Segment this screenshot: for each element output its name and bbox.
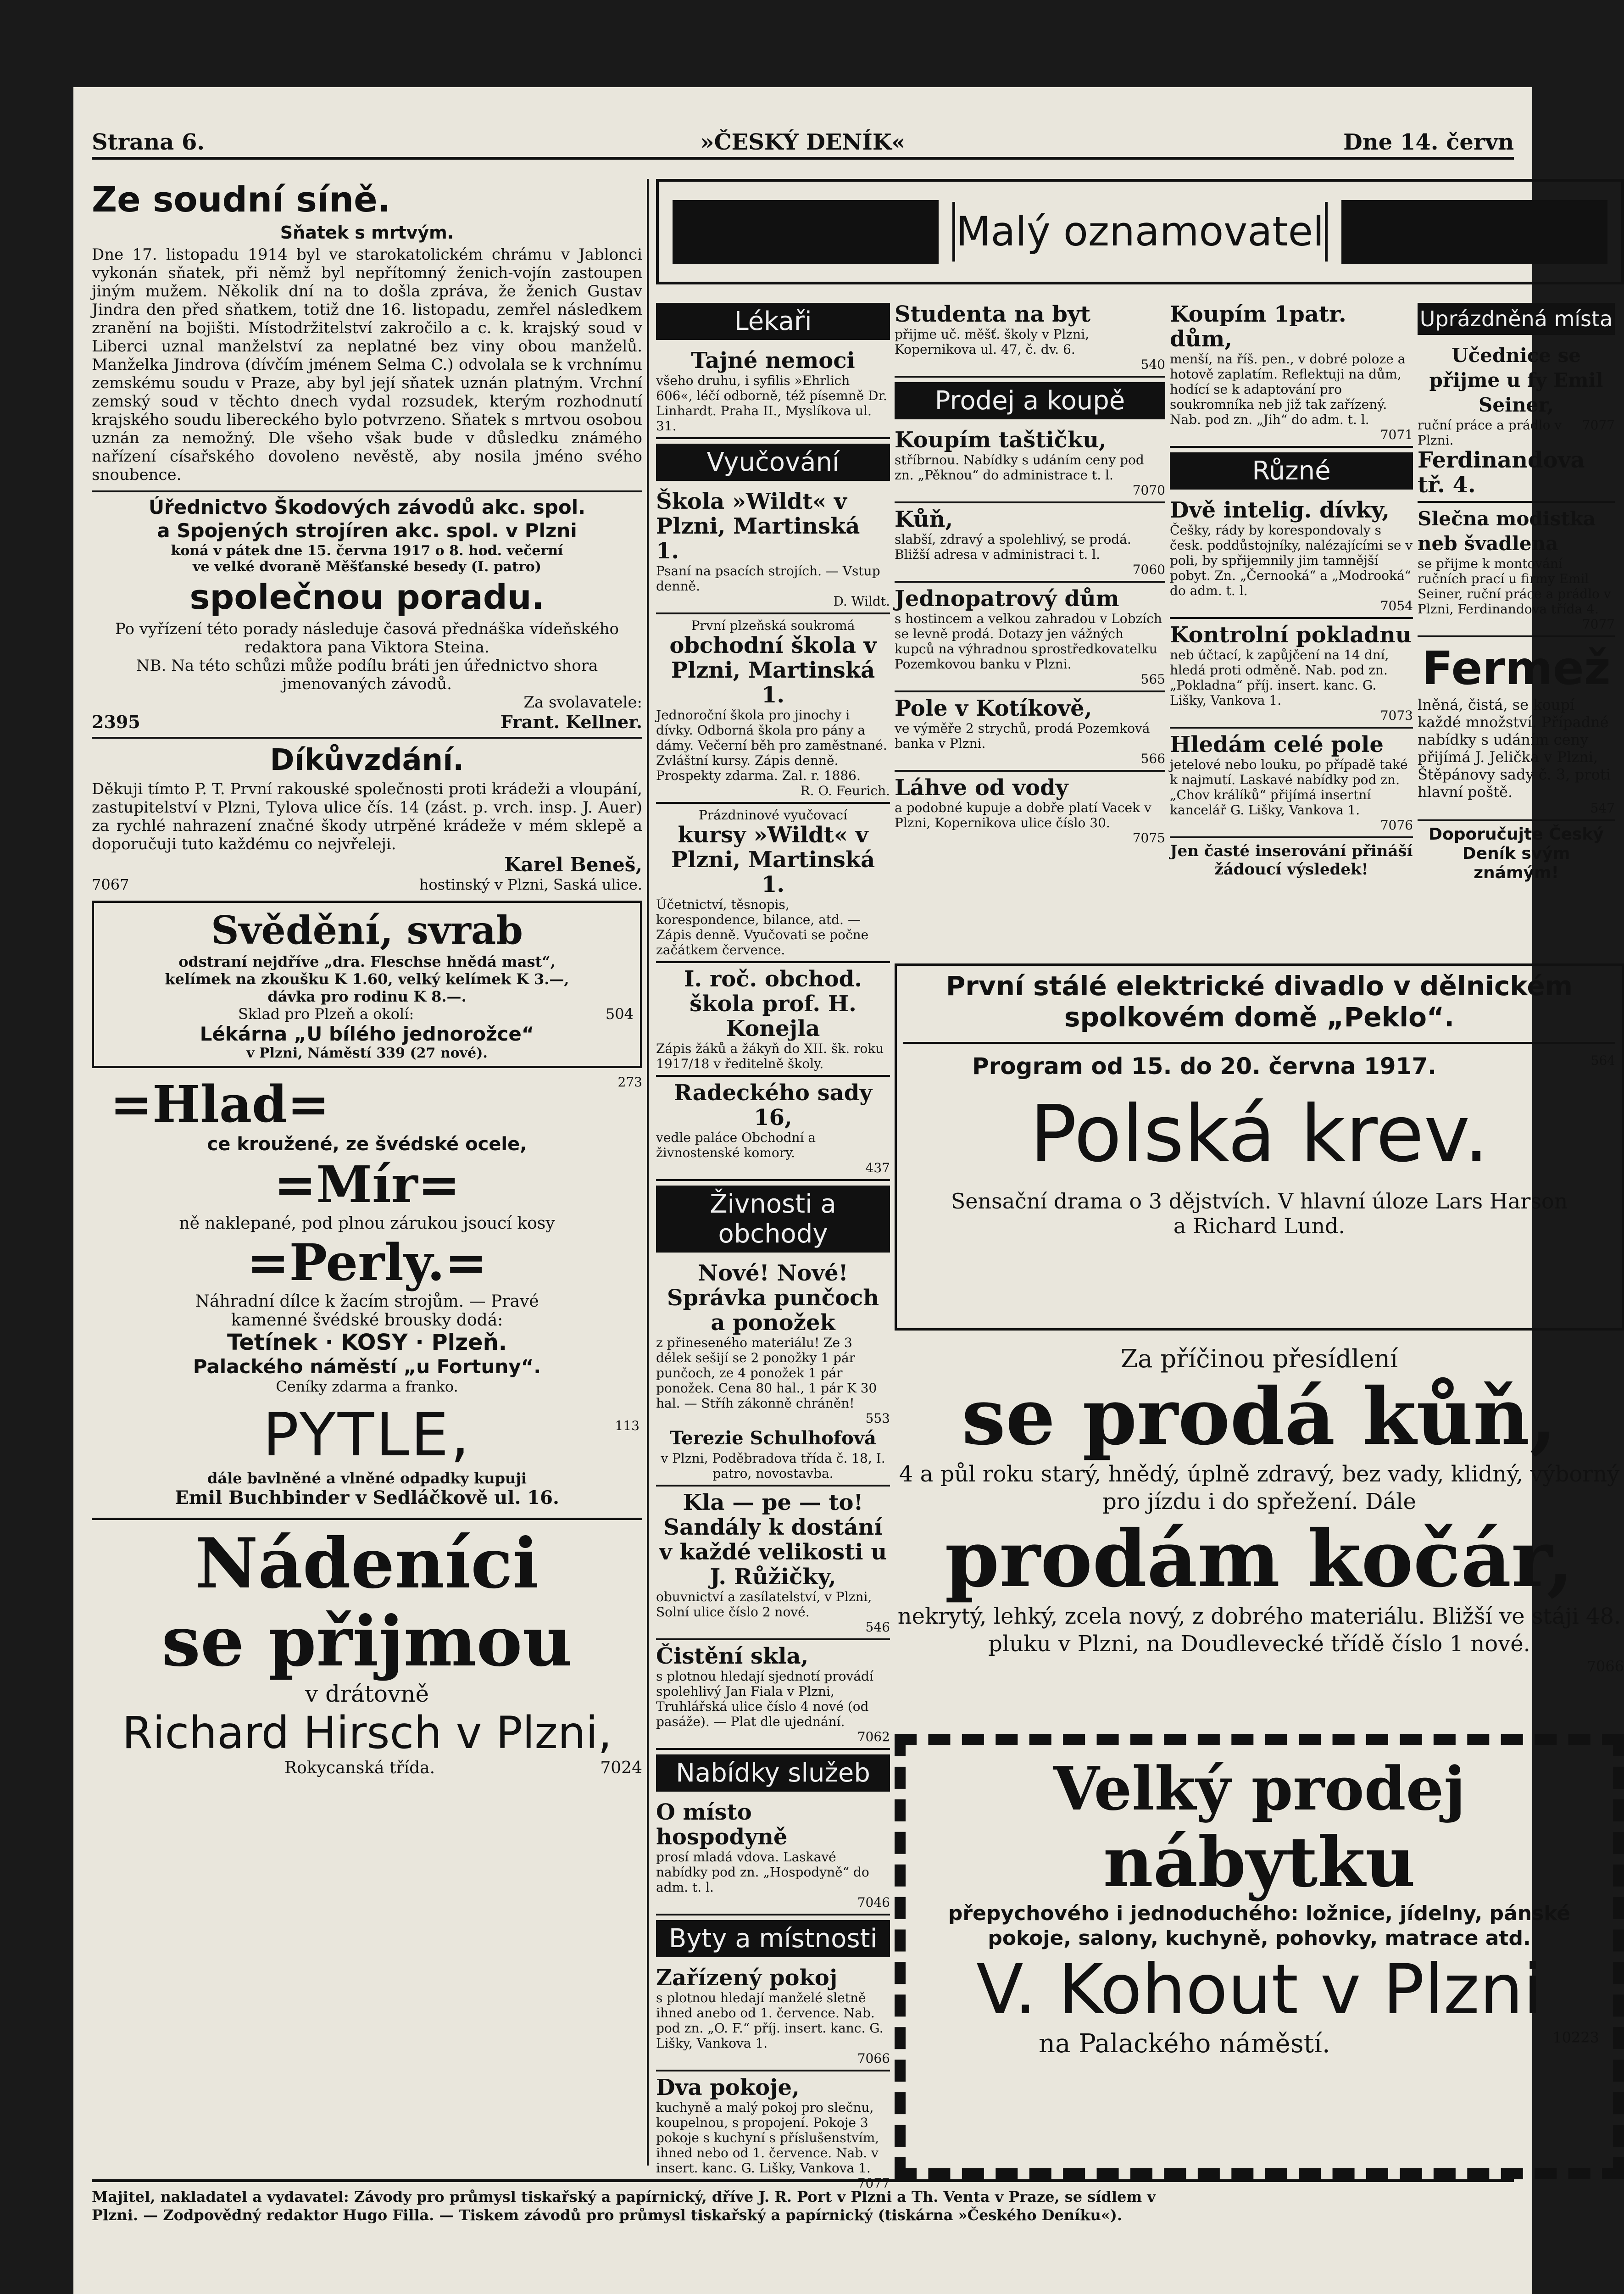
ad-ucednice bbox=[1418, 340, 1615, 503]
ad-number: 7066 bbox=[1586, 1658, 1624, 1675]
ad-signature: D. Wildt. bbox=[833, 594, 890, 609]
ad-konejla bbox=[656, 963, 890, 1077]
issue-date: Dne 14. červn bbox=[1343, 129, 1514, 155]
scythes-word-perly: =Perly.= bbox=[247, 1233, 487, 1292]
ad-tasticka bbox=[895, 424, 1165, 503]
ad-number: 7075 bbox=[1132, 830, 1165, 846]
skoda-signature-label: Za svolavatele: bbox=[523, 693, 642, 712]
classifieds-column-4 bbox=[1170, 298, 1413, 941]
column-rule-1 bbox=[647, 179, 649, 2166]
ad-body: s hostincem a velkou zahradou v Lobzích se levně prodá. Dotazy jen vážných kupců na výhradnou sprostředkovatelku Pozemkovou banku v Plzni. bbox=[895, 611, 1162, 672]
ad-title: Koupím taštičku, bbox=[895, 427, 1107, 453]
ad-number: 7062 bbox=[857, 1729, 890, 1744]
ad-number: 2395 bbox=[92, 712, 140, 732]
ad-title: Čistění skla, bbox=[656, 1643, 809, 1669]
cinema-program-row bbox=[903, 1053, 1615, 1080]
ad-body: všeho druhu, i syfilis »Ehrlich 606«, léčí odborně, též písemně Dr. Linhardt. Praha II., Myslíkova ul. 31. bbox=[656, 373, 887, 434]
divider bbox=[903, 1042, 1615, 1044]
cinema-program: Program od 15. do 20. června 1917. bbox=[972, 1053, 1437, 1080]
court-subtitle: Sňatek s mrtvým. bbox=[280, 223, 454, 243]
sacks-title: PYTLE, bbox=[262, 1400, 472, 1470]
carriage-headline: prodám kočár, bbox=[945, 1513, 1574, 1605]
cinema-line-2: spolkovém domě „Peklo“. bbox=[1064, 1002, 1455, 1033]
section-misc: Různé bbox=[1170, 452, 1413, 490]
classifieds-banner bbox=[656, 179, 1624, 284]
scythes-word-hlad: =Hlad= bbox=[110, 1075, 330, 1134]
ad-title: obchodní škola v Plzni, Martinská 1. bbox=[669, 633, 877, 708]
divider bbox=[92, 737, 642, 739]
ad-number: 565 bbox=[1140, 672, 1165, 687]
itch-line-4: Sklad pro Plzeň a okolí: bbox=[238, 1005, 414, 1023]
ad-body: prosí mladá vdova. Laskavé nabídky pod zn. „Hospodyně“ do adm. t. l. bbox=[656, 1849, 869, 1895]
section-education: Vyučování bbox=[656, 444, 890, 481]
section-trades: Živnosti a obchody bbox=[656, 1186, 890, 1253]
section-services: Nabídky služeb bbox=[656, 1754, 890, 1792]
ad-title: Fermež bbox=[1422, 641, 1611, 695]
ad-body: kuchyně a malý pokoj pro slečnu, koupelnou, s propojení. Pokoje 3 pokoje s kuchyní s příslušenstvím, ihned nebo od 1. července. Nab. v insert. kanc. G. Lišky, Vankova 1. bbox=[656, 2100, 879, 2176]
furniture-ad bbox=[895, 1734, 1624, 2179]
thanks-notice bbox=[92, 743, 642, 893]
ad-pole-kotikov bbox=[895, 692, 1165, 772]
ad-body: Češky, rády by korespondovaly s česk. poddůstojníky, nalézajícími se v poli, by spřijemnily jim tamnější pobyt. Zn. „Černooká“ a „Modrooká“ do adm. t. l. bbox=[1170, 523, 1413, 598]
ad-body: ruční práce a prádlo v Plzni. bbox=[1418, 418, 1562, 448]
cinema-desc-1: Sensační drama o 3 dějstvích. V hlavní úloze Lars Harson bbox=[951, 1189, 1568, 1214]
ad-number: 7024 bbox=[600, 1759, 642, 1777]
skoda-line-1: Úřednictvo Škodových závodů akc. spol. bbox=[148, 496, 586, 518]
skoda-nb: NB. Na této schůzi může podílu bráti jen úřednictvo shora jmenovaných závodů. bbox=[136, 657, 598, 693]
ad-body: obuvnictví a zasílatelství, v Plzni, Solní ulice číslo 2 nové. bbox=[656, 1589, 872, 1620]
skoda-line-4: ve velké dvoraně Měšťanské besedy (I. patro) bbox=[193, 559, 541, 575]
ad-number: 273 bbox=[617, 1075, 642, 1090]
ad-number: 547 bbox=[1590, 801, 1615, 816]
banner-block-right bbox=[1341, 200, 1607, 264]
ad-title: I. roč. obchod. škola prof. H. Konejla bbox=[684, 966, 862, 1041]
skoda-headline: společnou poradu. bbox=[189, 578, 545, 617]
ad-modistka bbox=[1418, 503, 1615, 637]
ad-pole bbox=[1170, 729, 1413, 838]
ad-body: menší, na říš. pen., v dobré poloze a hotově zaplatím. Reflektuji na dům, hodící se k adaptování pro soukromníka neb již tak zařízený. Nab. pod zn. „Jih“ do adm. t. l. bbox=[1170, 351, 1406, 427]
ad-skola-wildt bbox=[656, 485, 890, 614]
ad-number: 553 bbox=[865, 1411, 890, 1426]
ad-number: 10223 bbox=[1552, 2029, 1599, 2046]
ad-doporucujte bbox=[1418, 821, 1615, 886]
ad-title: Slečna modistka neb švadlena bbox=[1418, 507, 1596, 555]
ad-body: z přineseného materiálu! Ze 3 délek sešijí se 2 ponožky 1 pár punčoch, ze 4 ponožek 1 pár ponožek. Cena 80 hal., 1 pár K 30 hal. — Stříh zákonně chráněn! bbox=[656, 1335, 877, 1411]
thanks-role: hostinský v Plzni, Saská ulice. bbox=[419, 876, 642, 893]
furniture-vendor: V. Kohout v Plzni bbox=[976, 1950, 1542, 2030]
ad-number: 546 bbox=[865, 1620, 890, 1635]
ad-title: O místo hospodyně bbox=[656, 1799, 788, 1850]
ad-body: s plotnou hledají manželé sletně ihned anebo od 1. července. Nab. pod zn. „O. F.“ příj. insert. kanc. G. Lišky, Vankova 1. bbox=[656, 1990, 884, 2051]
court-title: Ze soudní síně. bbox=[92, 179, 391, 220]
scythes-word-mir: =Mír= bbox=[274, 1155, 460, 1214]
court-article: Dne 17. listopadu 1914 byl ve starokatolickém chrámu v Jablonci vykonán sňatek, při němž byl nepřítomný ženich-vojín zastoupen jiným mužem. Několik dní na to došla zpráva, že ženich Gustav Jindra den před sňatkem, totiž dne 16. listopadu, zemřel následkem zranění na bojišti. Místodržitelství zakročilo a c. k. krajský soud v Liberci uznal manželství za neplatné bez viny obou manželů. Manželka Jindrova (dívčím jménem Selma C.) odvolala se k vrchnímu zemskému soudu v Praze, aby byl její sňatek uznán platným. Vrchní zemský soud v těchto dnech vydal rozsudek, kterým rozhodnutí krajského soudu libereckého bylo potvrzeno. Sňatek s mrtvou osobou uznán za nemožný. Dle všeho však bude v důsledku známého nařízení císařského dovoleno nevěstě, aby nosila jméno svého snoubence. bbox=[92, 245, 642, 484]
ad-title-2: Terezie Schulhofová bbox=[670, 1427, 876, 1449]
section-apartments: Byty a místnosti bbox=[656, 1920, 890, 1957]
classifieds-title: Malý oznamovatel bbox=[952, 202, 1328, 262]
ad-title: Kla — pe — to! Sandály k dostání v každé velikosti u J. Růžičky, bbox=[659, 1490, 887, 1590]
ad-body: ve výměře 2 strychů, prodá Pozemková banka v Plzni. bbox=[895, 721, 1150, 751]
itch-title: Svědění, svrab bbox=[211, 908, 523, 953]
laborers-ad bbox=[92, 1518, 642, 1777]
ad-number: 566 bbox=[1140, 751, 1165, 766]
ad-dva-pokoje bbox=[656, 2071, 890, 2194]
ad-body: stříbrnou. Nabídky s udáním ceny pod zn. „Pěknou“ do administrace t. l. bbox=[895, 452, 1144, 483]
furniture-headline: Velký prodej bbox=[1053, 1754, 1466, 1824]
ad-number: 7054 bbox=[1380, 598, 1413, 613]
ad-title: Škola »Wildt« v Plzni, Martinská 1. bbox=[656, 489, 860, 564]
ad-hospodyne bbox=[656, 1796, 890, 1915]
ad-title: Koupím 1patr. dům, bbox=[1170, 301, 1346, 352]
ad-body: slabší, zdravý a spolehlivý, se prodá. Bližší adresa v administraci t. l. bbox=[895, 532, 1131, 562]
ad-heading: Nové! Nové! bbox=[698, 1260, 848, 1286]
cinema-ad bbox=[895, 963, 1624, 1331]
ad-number: 7046 bbox=[857, 1895, 890, 1910]
skoda-line-2: a Spojených strojíren akc. spol. v Plzni bbox=[157, 519, 577, 542]
ad-title: Jednopatrový dům bbox=[895, 586, 1119, 612]
skoda-signature-row bbox=[92, 712, 642, 732]
classifieds-column-2 bbox=[656, 298, 890, 2194]
ad-number: 7077 bbox=[857, 2176, 890, 2191]
ad-title: Hledám celé pole bbox=[1170, 732, 1384, 757]
section-buy-sell: Prodej a koupě bbox=[895, 382, 1165, 419]
section-vacancies: Uprázdněná místa bbox=[1418, 303, 1615, 335]
laborers-company: Richard Hirsch v Plzni, bbox=[122, 1707, 612, 1759]
banner-block-left bbox=[673, 200, 939, 264]
scythes-line-1: ce kroužené, ze švédské ocele, bbox=[207, 1134, 527, 1155]
scythes-catalog: Ceníky zdarma a franko. bbox=[276, 1378, 458, 1395]
ad-kun bbox=[895, 503, 1165, 583]
horse-line-5: nekrytý, lehký, zcela nový, z dobrého materiálu. Bližší ve stáji 48. pluku v Plzni, na Doudlevecké třídě číslo 1 nové. bbox=[897, 1604, 1621, 1657]
ad-title: Pole v Kotíkově, bbox=[895, 696, 1092, 721]
ad-number: 7066 bbox=[857, 2051, 890, 2066]
classifieds-column-5 bbox=[1418, 298, 1615, 941]
thanks-text: Děkuji tímto P. T. První rakouské společnosti proti krádeži a vloupání, zastupitelství v Plzni, Tylova ulice čís. 14 (zást. p. vrch. insp. J. Auer) za rychlé nahrazení značné škody utrpěné krádeže v mém sklepě a doporučuji tuto každému co nejvřeleji. bbox=[92, 780, 642, 853]
scythes-line-3: Náhradní dílce k žacím strojům. — Pravé bbox=[195, 1292, 539, 1311]
ad-cisteni-skla bbox=[656, 1640, 890, 1750]
ad-number: 540 bbox=[1140, 357, 1165, 372]
page-footer bbox=[92, 2179, 1514, 2224]
ad-body: se přijme k montování ručních prací u firmy Emil Seiner, ruční práce a prádlo v Plzni, Ferdinandova třída 4. bbox=[1418, 556, 1611, 617]
ad-signature: R. O. Feurich. bbox=[800, 783, 890, 798]
laborers-line-3: v drátovně bbox=[305, 1681, 429, 1707]
ad-row bbox=[1418, 418, 1615, 448]
ad-number: 7077 bbox=[1582, 418, 1615, 433]
ad-body: Zápis žáků a žákyň do XII. šk. roku 1917/18 v ředitelně školy. bbox=[656, 1041, 884, 1071]
page-header bbox=[92, 125, 1514, 160]
skoda-meeting-notice bbox=[92, 496, 642, 732]
itch-address: v Plzni, Náměstí 339 (27 nové). bbox=[246, 1045, 488, 1061]
skoda-line-3: koná v pátek dne 15. června 1917 o 8. hod. večerní bbox=[171, 543, 563, 559]
skoda-signature: Frant. Kellner. bbox=[500, 712, 642, 732]
ad-title: Kontrolní pokladnu bbox=[1170, 622, 1412, 648]
ad-title: Doporučujte Český Deník svým známým! bbox=[1429, 825, 1604, 882]
cinema-film-title: Polská krev. bbox=[1029, 1089, 1489, 1180]
ad-title: kursy »Wildt« v Plzni, Martinská 1. bbox=[671, 822, 875, 897]
ad-body: jetelové nebo louku, po případě také k najmutí. Laskavé nabídky pod zn. „Chov králíků“ přijímá insertní kancelář G. Lišky, Vankova 1. bbox=[1170, 757, 1408, 818]
ad-divky bbox=[1170, 494, 1413, 619]
sacks-ad bbox=[92, 1400, 642, 1509]
ad-inserovani bbox=[1170, 838, 1413, 882]
ad-title: Kůň, bbox=[895, 507, 953, 532]
scythes-line-4: kamenné švédské brousky dodá: bbox=[231, 1311, 503, 1330]
ad-title: Láhve od vody bbox=[895, 775, 1068, 801]
ad-number: 564 bbox=[1591, 1053, 1615, 1068]
itch-line-2: kelímek na zkoušku K 1.60, velký kelímek K 3.—, bbox=[165, 970, 569, 988]
ad-body: neb účtací, k zapůjčení na 14 dní, hledá proti odměně. Nab. pod zn. „Pokladna“ příj. insert. kanc. G. Lišky, Vankova 1. bbox=[1170, 647, 1389, 708]
ad-tajne-nemoci bbox=[656, 345, 890, 439]
ad-title: Jen časté inserování přináší žádoucí výsledek! bbox=[1170, 842, 1413, 879]
ad-pokladna bbox=[1170, 619, 1413, 729]
laborers-address-row bbox=[92, 1759, 642, 1777]
ad-number: 113 bbox=[615, 1418, 640, 1433]
ad-obchodni-skola bbox=[656, 614, 890, 804]
sacks-line-2: Emil Buchbinder v Sedláčkově ul. 16. bbox=[175, 1487, 559, 1509]
itch-line-3: dávka pro rodinu K 8.—. bbox=[267, 988, 467, 1005]
horse-headline: se prodá kůň, bbox=[962, 1371, 1557, 1463]
laborers-address: Rokycanská třída. bbox=[284, 1759, 435, 1777]
ad-student-byt bbox=[895, 298, 1165, 378]
ad-body: vedle paláce Obchodní a živnostenské komory. bbox=[656, 1130, 816, 1160]
ad-number: 7077 bbox=[1582, 617, 1615, 632]
ad-number: 7071 bbox=[1380, 427, 1413, 442]
itch-line-1: odstraní nejdříve „dra. Fleschse hnědá mast“, bbox=[178, 953, 556, 970]
ad-title: Studenta na byt bbox=[895, 301, 1091, 327]
ad-number: 504 bbox=[605, 1005, 634, 1023]
laborers-title: Nádeníci bbox=[195, 1523, 539, 1604]
ad-puncochy bbox=[656, 1257, 890, 1487]
ad-kursy-wildt bbox=[656, 804, 890, 963]
horse-sale-ad bbox=[895, 1344, 1624, 1720]
ad-body: přijme uč. měšť. školy v Plzni, Kopernikova ul. 47, č. dv. 6. bbox=[895, 327, 1090, 357]
horse-line-3: 4 a půl roku starý, hnědý, úplně zdravý, bez vady, klidný, výborný pro jízdu i do spřežení. Dále bbox=[899, 1461, 1620, 1514]
ad-body: Psaní na psacích strojích. — Vstup denně. bbox=[656, 563, 880, 594]
section-doctors: Lékaři bbox=[656, 303, 890, 340]
ad-zarizeny-pokoj bbox=[656, 1962, 890, 2071]
ad-sandaly bbox=[656, 1487, 890, 1640]
ad-number: 7067 bbox=[92, 876, 129, 893]
horse-line-1: Za příčinou přesídlení bbox=[1120, 1344, 1398, 1373]
ad-title: Správka punčoch a ponožek bbox=[667, 1285, 879, 1336]
ad-number: 7076 bbox=[1380, 818, 1413, 833]
scythes-row-1 bbox=[92, 1075, 642, 1134]
cinema-line-1: První stálé elektrické divadlo v dělnickém bbox=[945, 970, 1573, 1002]
ad-body: Jednoroční škola pro jinochy i dívky. Odborná škola pro pány a dámy. Večerní běh pro zaměstnané. Zvláštní kursy. Zápis denně. Prospekty zdarma. Zal. r. 1886. bbox=[656, 707, 887, 783]
ad-body: lněná, čistá, se koupí každé množství. Případné nabídky s udáním ceny přijímá J. Jelička v Plzni, Štěpánovy sady č. 3, proti hlavní poště. bbox=[1418, 696, 1611, 801]
paper-name: »ČESKÝ DENÍK« bbox=[700, 129, 906, 155]
divider bbox=[92, 490, 642, 492]
ad-body-2: v Plzni, Poděbradova třída č. 18, I. patro, novostavba. bbox=[661, 1451, 885, 1481]
furniture-address: na Palackého náměstí. bbox=[1039, 2029, 1330, 2059]
ad-radeckeho bbox=[656, 1077, 890, 1181]
ad-heading: První plzeňská soukromá bbox=[691, 618, 855, 633]
classifieds-column-3 bbox=[895, 298, 1165, 941]
ad-number: 7060 bbox=[1132, 562, 1165, 577]
scythes-vendor: Tetínek · KOSY · Plzeň. bbox=[227, 1330, 507, 1355]
ad-jednopatrovy-dum bbox=[895, 583, 1165, 692]
ad-number: 437 bbox=[865, 1160, 890, 1175]
scythes-address: Palackého náměstí „u Fortuny“. bbox=[193, 1355, 541, 1378]
ad-fermez bbox=[1418, 637, 1615, 821]
laborers-title-2: se přijmou bbox=[161, 1601, 573, 1682]
itch-ointment-ad bbox=[92, 901, 642, 1068]
ad-number: 7070 bbox=[1132, 483, 1165, 498]
cinema-desc-2: a Richard Lund. bbox=[1173, 1214, 1346, 1238]
itch-pharmacy: Lékárna „U bílého jednorožce“ bbox=[200, 1023, 534, 1045]
left-column bbox=[92, 179, 642, 1777]
scythes-ad bbox=[92, 1075, 642, 1395]
ad-title: Dvě intelig. dívky, bbox=[1170, 497, 1390, 523]
thanks-title: Díkůvzdání. bbox=[270, 743, 464, 777]
page-number: Strana 6. bbox=[92, 129, 205, 155]
ad-koupim-dum bbox=[1170, 298, 1413, 448]
ad-number: 7073 bbox=[1380, 708, 1413, 723]
ad-title: Tajné nemoci bbox=[691, 348, 855, 373]
itch-stock-row bbox=[100, 1005, 634, 1023]
furniture-description: přepychového i jednoduchého: ložnice, jídelny, pánské pokoje, salony, kuchyně, pohovky, matrace atd. bbox=[948, 1902, 1571, 1950]
ad-body: s plotnou hledají sjednotí provádí spolehlivý Jan Fiala v Plzni, Truhlářská ulice číslo 4 nové (od pasáže). — Plat dle ujednání. bbox=[656, 1669, 873, 1729]
newspaper-page bbox=[73, 87, 1624, 2294]
thanks-signature-row bbox=[92, 876, 642, 893]
skoda-text: Po vyřízení této porady následuje časová přednáška vídeňského redaktora pana Viktora Steina. bbox=[115, 620, 619, 657]
thanks-name: Karel Beneš, bbox=[504, 853, 642, 876]
ad-body: a podobné kupuje a dobře platí Vacek v Plzni, Kopernikova ulice číslo 30. bbox=[895, 800, 1151, 830]
ad-heading: Prázdninové vyučovací bbox=[698, 807, 848, 823]
footer-line-2: Plzni. — Zodpovědný redaktor Hugo Filla. — Tiskem závodů pro průmysl tiskařský a papírnický (tiskárna »Českého Deníku«). bbox=[92, 2206, 1123, 2224]
ad-title: Dva pokoje, bbox=[656, 2075, 800, 2100]
ad-title: Zařízený pokoj bbox=[656, 1965, 838, 1991]
sacks-line-1: dále bavlněné a vlněné odpadky kupuji bbox=[207, 1470, 527, 1487]
furniture-address-row bbox=[919, 2029, 1599, 2059]
ad-title: Radeckého sady 16, bbox=[673, 1080, 873, 1130]
ad-address: Ferdinandova tř. 4. bbox=[1418, 447, 1585, 498]
furniture-headline-2: nábytku bbox=[1103, 1822, 1416, 1903]
ad-body: Účetnictví, těsnopis, korespondence, bilance, atd. — Zápis denně. Vyučovati se počne začátkem července. bbox=[656, 897, 869, 958]
ad-lahve bbox=[895, 772, 1165, 849]
footer-line-1: Majitel, nakladatel a vydavatel: Závody pro průmysl tiskařský a papírnický, dříve J. R. Port v Plzni a Th. Venta v Praze, se sídlem v bbox=[92, 2188, 1156, 2205]
scythes-line-2: ně naklepané, pod plnou zárukou jsoucí kosy bbox=[179, 1214, 555, 1233]
ad-title: Učednice se přijme u fy Emil Seiner, bbox=[1429, 344, 1603, 416]
